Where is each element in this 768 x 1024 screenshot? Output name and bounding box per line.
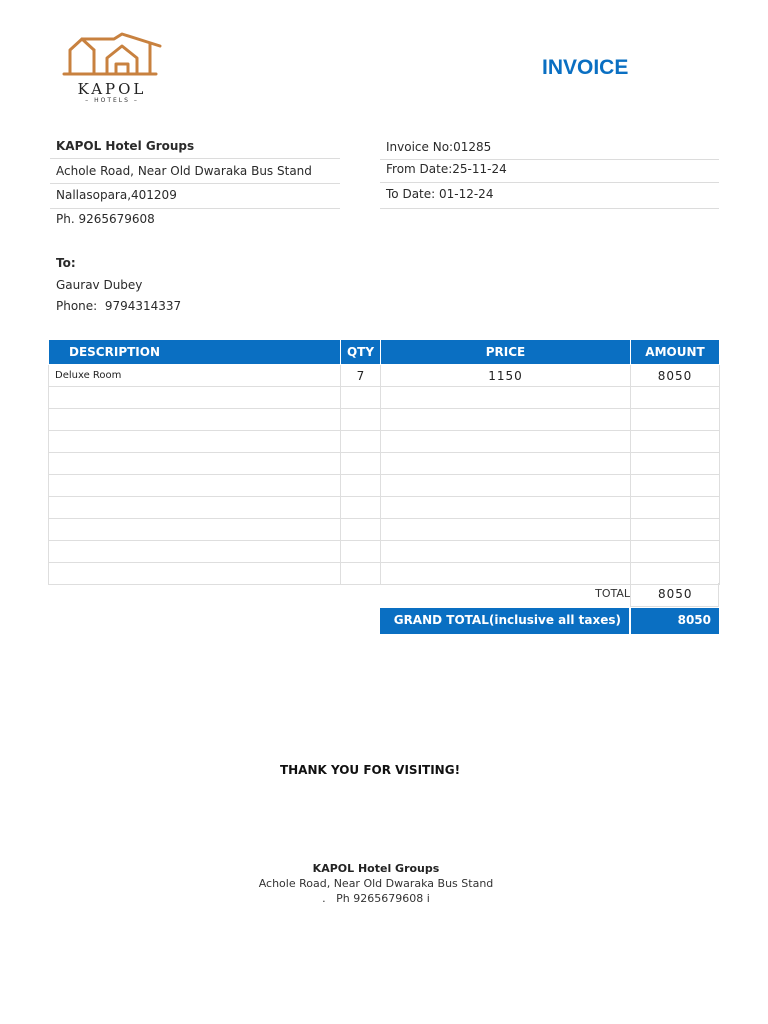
table-row (49, 431, 720, 453)
cell-amount (631, 519, 720, 541)
cell-price (381, 497, 631, 519)
thank-you-message: THANK YOU FOR VISITING! (279, 763, 461, 777)
table-row (49, 409, 720, 431)
cell-qty: 7 (341, 365, 381, 387)
cell-amount (631, 431, 720, 453)
cell-amount: 8050 (631, 365, 720, 387)
table-row (49, 541, 720, 563)
divider (50, 158, 340, 159)
company-name: KAPOL Hotel Groups (56, 139, 195, 153)
cell-description (49, 409, 341, 431)
cell-price (381, 563, 631, 585)
cell-qty (341, 541, 381, 563)
cell-amount (631, 563, 720, 585)
invoice-number: Invoice No:01285 (386, 140, 492, 154)
table-header-row (49, 340, 720, 365)
logo-wordmark: KAPOL (77, 80, 147, 98)
invoice-title: INVOICE (542, 56, 629, 79)
table-row (49, 365, 720, 387)
cell-price (381, 541, 631, 563)
cell-qty (341, 563, 381, 585)
table-row (49, 475, 720, 497)
cell-description (49, 541, 341, 563)
table-row (49, 563, 720, 585)
cell-amount (631, 475, 720, 497)
table-row (49, 387, 720, 409)
footer-phone: . Ph 9265679608 i (322, 892, 430, 905)
cell-qty (341, 453, 381, 475)
column-header-amount: AMOUNT (631, 340, 720, 365)
divider (380, 208, 719, 209)
divider (380, 182, 719, 183)
cell-price (381, 453, 631, 475)
customer-phone: Phone: 9794314337 (56, 299, 182, 313)
customer-name: Gaurav Dubey (56, 278, 143, 292)
cell-qty (341, 409, 381, 431)
table-row (49, 519, 720, 541)
cell-description: Deluxe Room (49, 365, 341, 387)
cell-qty (341, 519, 381, 541)
table-row (49, 497, 720, 519)
cell-amount (631, 453, 720, 475)
logo-subtitle: – HOTELS – (85, 97, 139, 104)
cell-description (49, 475, 341, 497)
total-label: TOTAL (595, 587, 630, 600)
cell-description (49, 387, 341, 409)
grand-total-label: GRAND TOTAL(inclusive all taxes) (380, 608, 629, 634)
cell-qty (341, 431, 381, 453)
footer-address: Achole Road, Near Old Dwaraka Bus Stand (258, 877, 494, 890)
cell-description (49, 563, 341, 585)
items-table (48, 339, 720, 585)
cell-price: 1150 (381, 365, 631, 387)
cell-qty (341, 387, 381, 409)
cell-description (49, 431, 341, 453)
grand-total-value: 8050 (631, 608, 719, 634)
to-label: To: (56, 256, 76, 270)
cell-price (381, 519, 631, 541)
cell-price (381, 475, 631, 497)
cell-amount (631, 497, 720, 519)
column-header-qty: QTY (341, 340, 381, 365)
cell-qty (341, 475, 381, 497)
cell-price (381, 409, 631, 431)
divider (50, 183, 340, 184)
cell-description (49, 519, 341, 541)
table-row (49, 453, 720, 475)
company-address-line1: Achole Road, Near Old Dwaraka Bus Stand (56, 164, 312, 178)
cell-amount (631, 387, 720, 409)
cell-price (381, 387, 631, 409)
company-address-line2: Nallasopara,401209 (56, 188, 177, 202)
cell-amount (631, 409, 720, 431)
cell-description (49, 453, 341, 475)
column-header-description: DESCRIPTION (49, 340, 341, 365)
divider (50, 208, 340, 209)
divider (380, 159, 719, 160)
total-value: 8050 (658, 587, 693, 601)
cell-qty (341, 497, 381, 519)
column-header-price: PRICE (381, 340, 631, 365)
company-phone: Ph. 9265679608 (56, 212, 155, 226)
logo-subtitle-text: HOTELS (94, 97, 130, 104)
cell-price (381, 431, 631, 453)
cell-description (49, 497, 341, 519)
from-date: From Date:25-11-24 (386, 162, 507, 176)
cell-amount (631, 541, 720, 563)
to-date: To Date: 01-12-24 (386, 187, 494, 201)
footer-company-name: KAPOL Hotel Groups (312, 862, 440, 875)
house-logo-icon (52, 30, 172, 82)
